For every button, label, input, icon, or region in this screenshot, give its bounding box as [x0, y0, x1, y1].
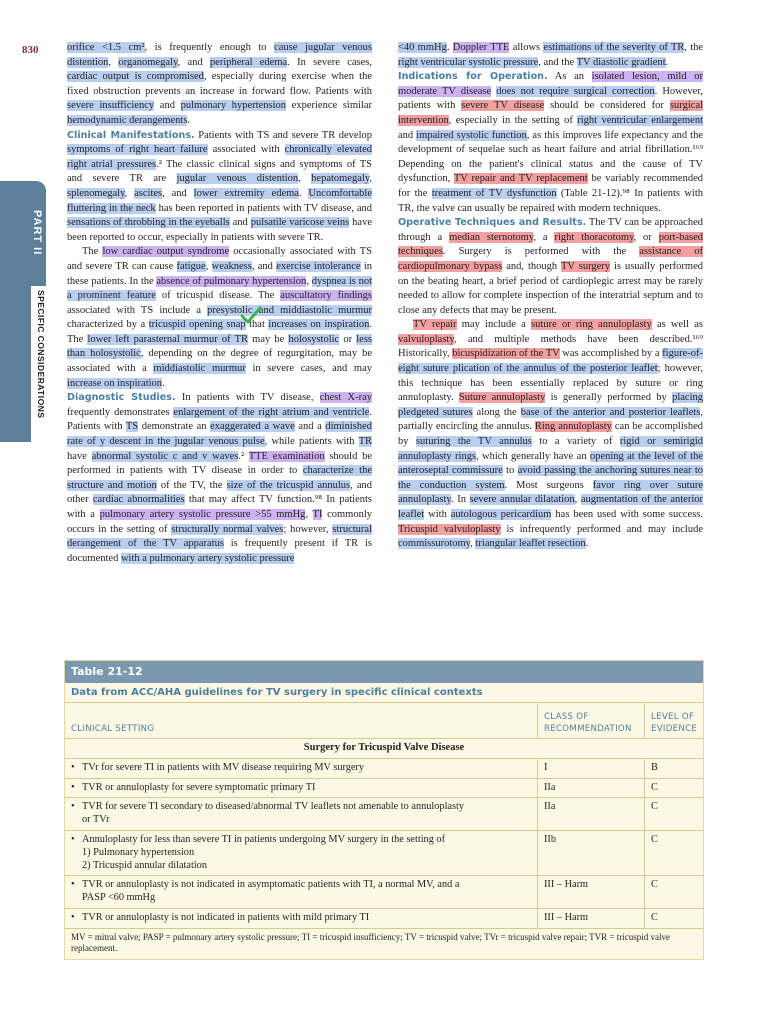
- body-text: experience similar: [286, 100, 372, 112]
- body-text: ,: [306, 275, 312, 287]
- table-row: [65, 798, 703, 831]
- highlighted-text: Uncomfortable fluttering in the neck: [67, 187, 373, 214]
- highlighted-text: favor ring over suture annuloplasty: [398, 479, 703, 506]
- setting-text: PASP <60 mmHg: [82, 892, 156, 904]
- section-heading: Diagnostic Studies.: [67, 392, 176, 404]
- table-footnote: MV = mitral valve; PASP = pulmonary artery systolic pressure; TI = tricuspid insufficiency; TV = tricuspid valve; TVr = tricuspid valve repair; TVR = tricuspid valve replacement.: [71, 931, 670, 954]
- clinical-setting-cell: [65, 798, 538, 831]
- body-text: is frequently present if TR is documented: [67, 538, 372, 564]
- highlighted-text: bicuspidization of the TV: [452, 348, 560, 360]
- highlighted-text: TI: [312, 509, 323, 520]
- highlighted-text: figure-of-eight suture plication of the annulus of the posterior leaflet: [398, 348, 703, 375]
- body-text: have: [67, 450, 92, 462]
- highlighted-text: enlargement of the right atrium and ventricle: [173, 406, 370, 418]
- highlighted-text: jugular venous distention: [176, 173, 299, 185]
- body-text: , especially in the setting of: [448, 114, 578, 126]
- body-text: . However, patients with: [398, 85, 704, 112]
- body-text: is infrequently performed and may include: [500, 523, 703, 535]
- level-cell: C: [645, 778, 704, 798]
- highlighted-text: splenomegaly: [67, 187, 125, 199]
- body-text: , depending on the degree of regurgitation, may be associated with a: [67, 348, 372, 375]
- highlighted-text: tricuspid opening snap: [148, 319, 246, 331]
- highlighted-text: median sternotomy: [449, 231, 534, 243]
- body-text: ; however,: [283, 523, 333, 535]
- clinical-setting-cell: [65, 758, 538, 778]
- body-text: of the TV, the: [156, 479, 227, 491]
- table-title: Table 21-12: [65, 661, 703, 683]
- body-text: ,: [574, 494, 581, 506]
- body-text: .: [665, 56, 669, 68]
- table-row: [65, 908, 703, 928]
- highlighted-text: organomegaly: [118, 56, 178, 68]
- body-text: may be: [248, 333, 289, 345]
- highlighted-text: TTE examination: [248, 450, 325, 462]
- body-text: and: [398, 129, 417, 141]
- highlighted-text: severe annular dilatation: [469, 494, 575, 506]
- body-text: , and: [162, 187, 194, 199]
- body-text: , the: [684, 42, 704, 53]
- body-paragraph: [398, 216, 703, 318]
- body-text: to: [502, 465, 518, 477]
- highlighted-text: exercise intolerance: [276, 260, 361, 272]
- highlighted-text: pulmonary artery systolic pressure >55 mmHg: [99, 509, 306, 520]
- header-level-of-evidence: LEVEL OF EVIDENCE: [645, 703, 704, 739]
- body-text: was accomplished by a: [559, 348, 663, 360]
- body-text: , is frequently enough to: [144, 42, 275, 53]
- body-paragraph: [398, 70, 703, 216]
- body-paragraph: [67, 41, 372, 129]
- highlighted-text: right thoracotomy: [554, 231, 634, 243]
- body-text: . In severe cases,: [287, 56, 372, 68]
- body-paragraph: [398, 41, 703, 70]
- body-text: is usually performed on the beating heart, a brief period of cardioplegic arrest may be rarely needed to allow for complete inspection of the interatrial septum and to close any defects that may be present.: [398, 260, 703, 316]
- highlighted-text: Doppler TTE: [452, 42, 510, 53]
- body-text: .: [585, 538, 589, 550]
- highlighted-text: pulmonary hypertension: [180, 100, 287, 112]
- highlighted-text: Suture annuloplasty: [458, 392, 546, 404]
- highlighted-text: fatigue: [176, 260, 206, 272]
- highlighted-text: hepatomegaly: [311, 173, 370, 185]
- left-column: [67, 41, 372, 566]
- highlighted-text: estimations of the severity of TR: [543, 42, 685, 53]
- highlighted-text: impaired systolic function: [416, 129, 527, 141]
- highlighted-text: symptoms of right heart failure: [67, 144, 208, 156]
- highlighted-text: chest X-ray: [319, 392, 372, 404]
- body-text: and: [229, 217, 251, 229]
- section-heading: Operative Techniques and Results.: [398, 217, 587, 229]
- body-text: associated with: [207, 144, 285, 156]
- body-text: is generally performed by: [545, 392, 673, 404]
- body-text: characterized by a: [67, 319, 149, 331]
- highlighted-text: auscultatory findings: [280, 290, 372, 302]
- highlighted-text: avoid passing the anchoring sutures near to the conduction system: [398, 465, 704, 491]
- clinical-setting-cell: [65, 778, 538, 798]
- class-cell: IIb: [538, 830, 645, 875]
- body-text: . In: [450, 494, 470, 506]
- highlighted-text: peripheral edema: [209, 56, 288, 68]
- body-text: ,: [205, 260, 212, 272]
- body-text: ,: [298, 173, 312, 185]
- body-text: .² The classic clinical signs and symptoms of TS and severe TR are: [67, 158, 372, 185]
- highlighted-text: with a pulmonary artery systolic pressure: [120, 552, 295, 564]
- body-text: , partially encircling the annulus.: [398, 406, 704, 433]
- highlighted-text: base of the anterior and posterior leaflets: [520, 406, 701, 418]
- body-paragraph: [67, 245, 372, 391]
- highlighted-text: TR: [358, 436, 372, 448]
- body-text: .: [298, 187, 309, 199]
- body-text: and, though: [502, 260, 561, 272]
- highlighted-text: opening at the level of the anteroseptal commissure: [398, 450, 703, 477]
- body-text: in severe cases, and may: [245, 363, 372, 375]
- highlighted-text: sensations of throbbing in the eyeballs: [67, 217, 230, 229]
- highlighted-text: <40 mmHg: [398, 42, 447, 53]
- body-text: demonstrate an: [138, 421, 211, 433]
- header-class-of-recommendation: CLASS OF RECOMMENDATION: [538, 703, 645, 739]
- highlighted-text: isolated lesion, mild or moderate TV disease: [398, 71, 704, 97]
- highlighted-text: exaggerated a wave: [210, 421, 295, 433]
- body-text: (Table 21-12).⁹⁸ In patients with TR, the valve can usually be repaired with modern techniques.: [398, 187, 703, 214]
- clinical-setting-cell: [65, 830, 538, 875]
- body-text: As an: [547, 71, 592, 83]
- highlighted-text: TS: [125, 421, 139, 433]
- highlighted-text: severe TV disease: [461, 100, 545, 112]
- body-text: . Surgery is performed with the: [442, 246, 640, 258]
- body-text: . Most surgeons: [504, 479, 593, 491]
- clinical-setting-cell: [65, 908, 538, 928]
- body-text: , and: [251, 260, 277, 272]
- setting-subitem: 2) Tricuspid annular dilatation: [82, 859, 207, 871]
- highlighted-text: ascites: [134, 187, 163, 199]
- highlighted-text: right ventricular enlargement: [577, 114, 703, 126]
- body-text: In patients with TV disease,: [175, 392, 320, 404]
- highlighted-text: increases on inspiration: [268, 319, 370, 331]
- level-cell: C: [645, 830, 704, 875]
- body-text: , especially during exercise when the fixed obstruction prevents an increase in forward flow. Patients with: [67, 71, 372, 97]
- body-text: ,: [470, 538, 476, 550]
- body-text: , as this improves life expectancy and the development of sequelae such as heart failure and atrial fibrillation.¹⁶⁹ Depending on the patient's clinical status and the cause of TV dysfunction,: [398, 129, 703, 185]
- class-cell: IIa: [538, 778, 645, 798]
- highlighted-text: TV repair and TV replacement: [453, 173, 588, 185]
- body-text: ,: [124, 187, 135, 199]
- highlighted-text: lower left parasternal murmur of TR: [87, 333, 248, 345]
- table-row: [65, 778, 703, 798]
- highlighted-text: low cardiac output syndrome: [102, 246, 230, 258]
- side-tab-section: SPECIFIC CONSIDERATIONS: [31, 286, 47, 444]
- highlighted-text: assistance of cardiopulmonary bypass: [398, 246, 703, 272]
- highlighted-text: right ventricular systolic pressure: [398, 56, 539, 68]
- highlighted-text: does not require surgical correction: [496, 85, 655, 97]
- body-text: should be considered for: [544, 100, 670, 112]
- level-cell: C: [645, 876, 704, 909]
- highlighted-text: lower extremity edema: [193, 187, 299, 199]
- highlighted-text: autologous pericardium: [450, 509, 552, 520]
- body-text: be variably recommended for the: [398, 173, 703, 199]
- body-text: associated with TS include a: [67, 304, 208, 316]
- body-text: , and: [177, 56, 210, 68]
- body-text: ,: [108, 56, 119, 68]
- setting-subitem: 1) Pulmonary hypertension: [82, 846, 195, 858]
- body-text: that: [245, 319, 269, 331]
- highlighted-text: valvuloplasty: [398, 333, 454, 345]
- body-paragraph: [398, 318, 703, 552]
- setting-text: • TVR or annuloplasty for severe symptomatic primary TI: [71, 781, 316, 793]
- highlighted-text: TV repair: [413, 319, 457, 331]
- body-text: . The: [67, 319, 372, 345]
- body-text: has been reported in patients with TV disease, and: [155, 202, 373, 214]
- body-paragraph: [67, 129, 372, 246]
- highlighted-text: hemodynamic derangements: [67, 114, 188, 126]
- highlighted-text: less than holosystolic: [67, 333, 372, 360]
- body-text: frequently demonstrates: [67, 406, 174, 418]
- clinical-setting-cell: [65, 876, 538, 909]
- setting-text: • TVR for severe TI secondary to diseased/abnormal TV leaflets not amenable to annuloplasty: [71, 801, 465, 813]
- class-cell: III – Harm: [538, 876, 645, 909]
- body-text: allows: [509, 42, 544, 53]
- body-text: or: [339, 333, 357, 345]
- highlighted-text: cardiac abnormalities: [92, 494, 185, 506]
- setting-text: • TVR or annuloplasty is not indicated in patients with mild primary TI: [71, 911, 370, 923]
- body-text: ,: [305, 509, 313, 520]
- body-text: to a variety of: [531, 436, 620, 448]
- body-text: can be accomplished by: [398, 421, 703, 448]
- highlighted-text: structurally normal valves: [171, 523, 284, 535]
- body-text: along the: [472, 406, 521, 418]
- body-text: in these patients. In the: [67, 260, 373, 287]
- highlighted-text: orifice <1.5 cm²: [67, 42, 145, 53]
- highlighted-text: severe insufficiency: [67, 100, 155, 112]
- setting-text: or TVr: [82, 814, 110, 826]
- highlighted-text: weakness: [211, 260, 252, 272]
- highlighted-text: suturing the TV annulus: [415, 436, 532, 448]
- level-cell: C: [645, 798, 704, 831]
- highlighted-text: characterize the structure and motion: [67, 465, 373, 491]
- table-caption: Data from ACC/AHA guidelines for TV surgery in specific clinical contexts: [65, 683, 703, 703]
- section-heading: Indications for Operation.: [398, 71, 548, 83]
- body-text: occasionally associated with TS and severe TR can cause: [67, 246, 372, 272]
- recommendation-table: [65, 703, 703, 929]
- body-text: , a: [533, 231, 555, 243]
- highlighted-text: treatment of TV dysfunction: [431, 187, 557, 199]
- table-row: [65, 758, 703, 778]
- body-text: Patients with TS and severe TR develop: [194, 129, 372, 141]
- body-text: and: [154, 100, 181, 112]
- body-text: , which generally have an: [476, 450, 590, 462]
- right-column: [398, 41, 703, 552]
- table-row: [65, 830, 703, 875]
- class-cell: III – Harm: [538, 908, 645, 928]
- highlighted-text: Tricuspid valvuloplasty: [398, 523, 501, 535]
- highlighted-text: port-based techniques: [398, 231, 704, 258]
- body-text: , and the: [538, 56, 577, 68]
- body-text: that may affect TV function.⁹⁸ In patients with a: [67, 494, 372, 520]
- side-tab-part: PART II: [31, 210, 43, 256]
- body-text: should be performed in patients with TV disease in order to: [67, 450, 372, 477]
- class-cell: I: [538, 758, 645, 778]
- table-21-12: [64, 660, 704, 960]
- body-text: , and multiple methods have been described.¹⁶⁹ Historically,: [398, 333, 703, 360]
- highlighted-text: holosystolic: [288, 333, 340, 345]
- section-heading: Clinical Manifestations.: [67, 129, 195, 141]
- highlighted-text: cardiac output is compromised: [67, 71, 204, 83]
- highlighted-text: triangular leaflet resection: [475, 538, 586, 550]
- setting-text: • TVR or annuloplasty is not indicated in asymptomatic patients with TI, a normal MV, and a: [71, 879, 460, 891]
- level-cell: B: [645, 758, 704, 778]
- table-header-row: [65, 703, 703, 739]
- class-cell: IIa: [538, 798, 645, 831]
- highlighted-text: structural derangement of the TV apparatus: [67, 523, 372, 550]
- body-text: with: [424, 509, 451, 520]
- highlighted-text: presystolic and middiastolic murmur: [207, 304, 372, 316]
- body-text: .: [187, 114, 191, 126]
- body-text: . Patients with: [67, 406, 372, 433]
- body-text: , while patients with: [264, 436, 359, 448]
- body-text: .: [446, 42, 453, 53]
- checkmark-icon: [240, 305, 262, 325]
- body-text: The TV can be approached through a: [398, 217, 703, 243]
- setting-text: • Annuloplasty for less than severe TI in patients undergoing MV surgery in the setting of: [71, 833, 446, 845]
- highlighted-text: suture or ring annuloplasty: [531, 319, 652, 331]
- body-paragraph: [67, 391, 372, 566]
- body-text: commonly occurs in the setting of: [67, 509, 372, 535]
- highlighted-text: pulsatile varicose veins: [250, 217, 350, 229]
- highlighted-text: Ring annuloplasty: [534, 421, 612, 433]
- body-text: has been used with some success.: [551, 509, 704, 520]
- body-text: as well as: [651, 319, 703, 331]
- setting-text: • TVr for severe TI in patients with MV disease requiring MV surgery: [71, 761, 365, 773]
- body-text: The: [82, 246, 103, 258]
- group-title: Surgery for Tricuspid Valve Disease: [65, 739, 703, 759]
- body-text: , or: [633, 231, 659, 243]
- highlighted-text: TV surgery: [560, 260, 611, 272]
- body-text: .²: [238, 450, 249, 462]
- highlighted-text: placing pledgeted sutures: [398, 392, 703, 418]
- highlighted-text: TV diastolic gradient: [576, 56, 666, 68]
- highlighted-text: commissurotomy: [398, 538, 471, 550]
- body-text: may include a: [456, 319, 532, 331]
- header-clinical-setting: CLINICAL SETTING: [65, 703, 538, 739]
- highlighted-text: dyspnea is not a prominent feature: [67, 275, 372, 302]
- highlighted-text: rigid or semirigid annuloplasty rings: [398, 436, 703, 462]
- highlighted-text: augmentation of the anterior leaflet: [398, 494, 703, 520]
- page-number: 830: [22, 44, 39, 56]
- highlighted-text: surgical intervention: [398, 100, 704, 126]
- body-text: .: [162, 377, 165, 389]
- body-text: , and other: [67, 479, 372, 506]
- body-text: of tricuspid disease. The: [155, 290, 281, 302]
- highlighted-text: diminished rate of y descent in the jugular venous pulse: [67, 421, 372, 448]
- highlighted-text: middiastolic murmur: [153, 363, 246, 375]
- highlighted-text: size of the tricuspid annulus: [226, 479, 351, 491]
- body-text: ; however, this technique has been essentially replaced by suture or ring annuloplasty.: [398, 363, 703, 404]
- level-cell: C: [645, 908, 704, 928]
- table-group-row: [65, 739, 703, 759]
- highlighted-text: chronically elevated right atrial pressures: [67, 144, 372, 170]
- highlighted-text: abnormal systolic c and v waves: [91, 450, 239, 462]
- body-text: ,: [369, 173, 373, 185]
- body-text: and a: [294, 421, 326, 433]
- highlighted-text: absence of pulmonary hypertension: [156, 275, 307, 287]
- highlighted-text: increase on inspiration: [67, 377, 163, 389]
- table-row: [65, 876, 703, 909]
- body-text: have been reported to occur, especially in patients with severe TR.: [67, 217, 372, 243]
- highlighted-text: cause jugular venous distention: [67, 42, 373, 68]
